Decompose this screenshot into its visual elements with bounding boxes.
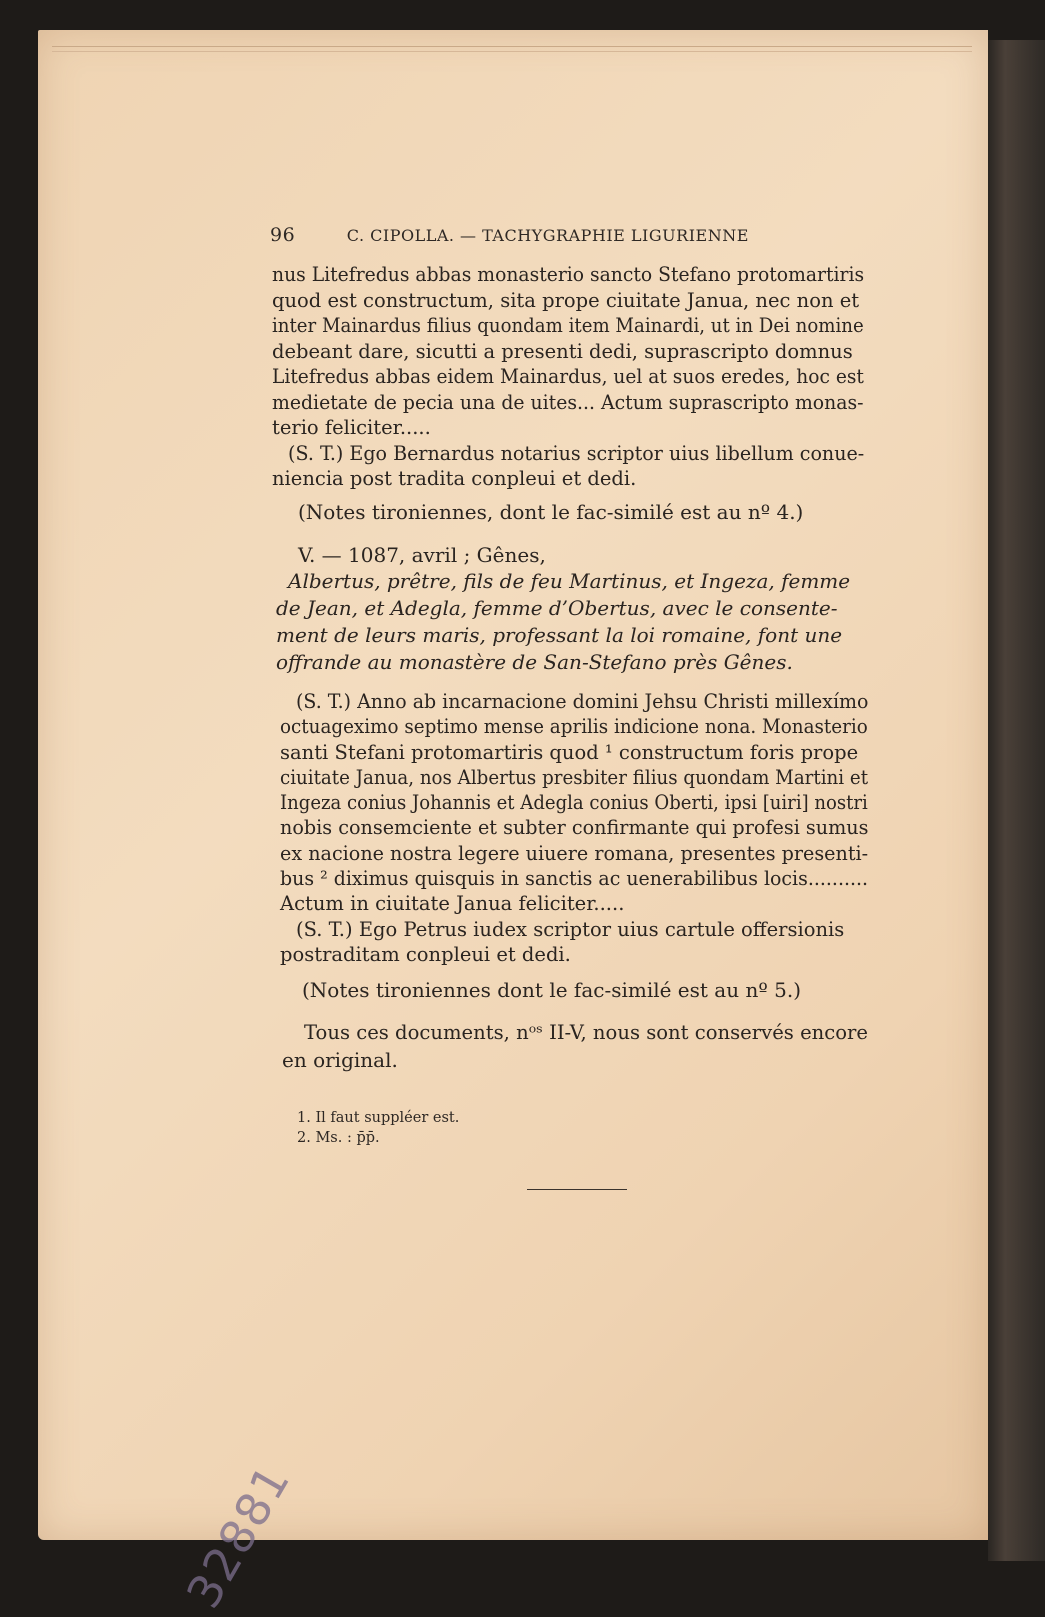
summary-line: ment de leurs maris, professant la loi romaine, font une	[276, 623, 843, 647]
doc5-heading: V. — 1087, avril ; Gênes,	[298, 543, 546, 567]
text-line: santi Stefani protomartiris quod ¹ constructum foris prope	[280, 740, 859, 764]
text-line: en original.	[282, 1048, 398, 1072]
page-number: 96	[270, 224, 296, 246]
text-line: postraditam conpleui et dedi.	[280, 942, 571, 966]
doc5-summary	[276, 568, 864, 676]
text-line: Ingeza conius Johannis et Adegla conius Oberti, ipsi [uiri] nostri	[280, 791, 868, 815]
text-line: octuageximo septimo mense aprilis indicione nona. Monasterio	[280, 715, 868, 739]
running-title: C. CIPOLLA. — TACHYGRAPHIE LIGURIENNE	[346, 226, 749, 245]
text-line: niencia post tradita conpleui et dedi.	[272, 467, 637, 490]
doc4-note: (Notes tironiennes, dont le fac-similé est au nº 4.)	[298, 500, 804, 524]
summary-line: Albertus, prêtre, fils de feu Martinus, et Ingeza, femme	[288, 569, 851, 593]
library-shelfmark-stamp: 32881	[176, 1454, 301, 1617]
running-header	[270, 224, 780, 246]
text-line: inter Mainardus filius quondam item Mainardi, ut in Dei nomine	[272, 314, 864, 337]
text-line: quod est constructum, sita prope ciuitate Janua, nec non et	[272, 288, 860, 312]
summary-line: de Jean, et Adegla, femme d’Obertus, avec le consente-	[276, 596, 838, 620]
closing-paragraph	[282, 1018, 868, 1074]
text-line: Litefredus abbas eidem Mainardus, uel at suos eredes, hoc est	[272, 365, 864, 388]
footnote: 1. Il faut suppléer est.	[297, 1110, 460, 1126]
page-edge-lines	[52, 46, 972, 52]
text-line: bus ² diximus quisquis in sanctis ac uenerabilibus locis..........	[280, 867, 869, 891]
text-line: ciuitate Janua, nos Albertus presbiter filius quondam Martini et	[280, 765, 869, 789]
text-line: debeant dare, sicutti a presenti dedi, suprascripto domnus	[272, 339, 853, 363]
text-line: (S. T.) Ego Bernardus notarius scriptor uius libellum conue-	[288, 441, 865, 465]
text-line: nobis consemciente et subter confirmante qui profesi sumus	[280, 816, 869, 840]
text-line: ex nacione nostra legere uiuere romana, presentes presenti-	[280, 841, 869, 865]
text-line: Tous ces documents, nᵒˢ II-V, nous sont conservés encore	[304, 1020, 868, 1044]
doc5-note: (Notes tironiennes dont le fac-similé est au nº 5.)	[302, 978, 801, 1002]
text-line: nus Litefredus abbas monasterio sancto Stefano protomartiris	[272, 263, 865, 286]
text-line: Actum in ciuitate Janua feliciter.....	[280, 892, 625, 916]
footnotes	[297, 1108, 459, 1148]
footnote: 2. Ms. : p̄p̄.	[297, 1130, 380, 1146]
text-line: terio feliciter.....	[272, 416, 431, 439]
text-line: medietate de pecia una de uites... Actum suprascripto monas-	[272, 390, 864, 414]
summary-line: offrande au monastère de San-Stefano près Gênes.	[276, 650, 793, 674]
text-line: (S. T.) Anno ab incarnacione domini Jehsu Christi millexímo	[296, 690, 869, 713]
text-line: (S. T.) Ego Petrus iudex scriptor uius cartule offersionis	[296, 917, 845, 941]
doc5-body	[280, 689, 868, 967]
book-edge	[988, 40, 1045, 1561]
end-rule	[527, 1189, 627, 1190]
doc4-body	[272, 262, 864, 492]
